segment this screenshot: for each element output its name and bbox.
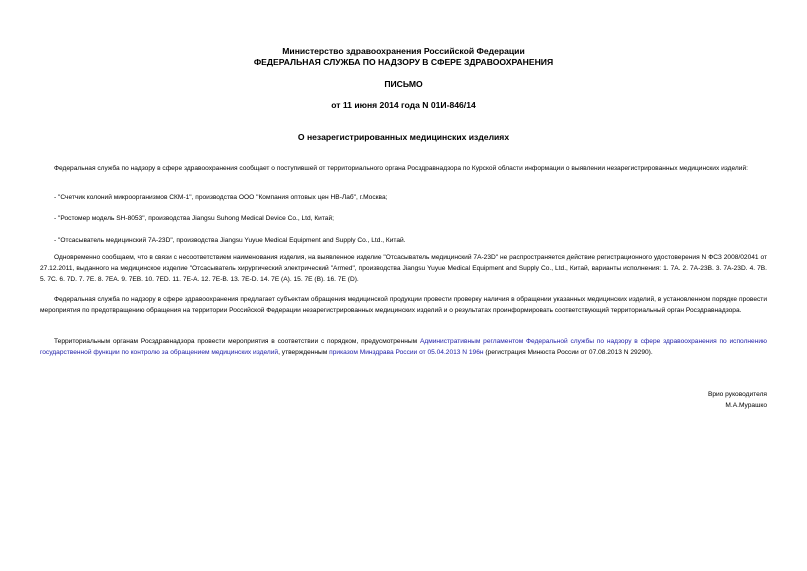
document-subject: О незарегистрированных медицинских изделиях (297, 132, 510, 142)
order-link[interactable]: приказом Минздрава России от 05.04.2013 N 196н (329, 349, 484, 356)
paragraph-registration: Одновременно сообщаем, что в связи с несоответствием наименования изделия, на выявленное изделие "Отсасыватель медицинский 7А-23D" не распространяется действие регистрационного удостоверения N ФСЗ 2008/02041 от 27.12.2011, выданного на медицинское изделие "Отсасыватель хирургический электрический "Armed", производства Jiangsu Yuyue Medical Equipment and Supply Co., Ltd., Китай, варианты исполнения: 1. 7А. 2. 7А-23В. 3. 7А-23D. 4. 7В. 5. 7С. 6. 7D. 7. 7Е. 8. 7ЕА. 9. 7ЕВ. 10. 7ЕD. 11. 7Е-А. 12. 7Е-В. 13. 7Е-D. 14. 7Е (А). 15. 7Е (В). 16. 7Е (D). (40, 254, 767, 283)
list-item: - "Счетчик колоний микроорганизмов СКМ-1", производства ООО "Компания оптовых цен НВ-Лаб", г.Москва; (54, 194, 388, 201)
regulation-link[interactable]: Административным регламентом Федеральной службы по надзору в сфере здравоохранения по исполнению государственной функции по контролю за обращением медицинских изделий (40, 338, 767, 356)
document-type: ПИСЬМО (384, 79, 423, 89)
signature-position: Врио руководителя (707, 391, 767, 398)
list-item: - "Ростомер модель SH-8053", производства Jiangsu Suhong Medical Device Co., Ltd, Китай; (54, 215, 334, 222)
paragraph-text: (регистрация Минюста России от 07.08.2013 N 29290). (483, 349, 653, 356)
paragraph-inspection: Федеральная служба по надзору в сфере здравоохранения предлагает субъектам обращения медицинской продукции провести проверку наличия в обращении указанных медицинских изделий, в установленном порядке провести мероприятия по предотвращению обращения на территории Российской Федерации незарегистрированных медицинских изделий и о результатах проинформировать соответствующий территориальный орган Росздравнадзора. (40, 296, 767, 314)
list-item: - "Отсасыватель медицинский 7А-23D", производства Jiangsu Yuyue Medical Equipment and Supply Co., Ltd., Китай. (54, 237, 406, 244)
paragraph-instructions (40, 336, 767, 358)
paragraph-text: , утвержденным (278, 349, 330, 356)
paragraph-intro: Федеральная служба по надзору в сфере здравоохранения сообщает о поступившей от территориального органа Росздравнадзора по Курской области информации о выявлении незарегистрированных медицинских изделий: (54, 165, 748, 172)
signature-name: М.А.Мурашко (725, 402, 767, 409)
ministry-title: Министерство здравоохранения Российской Федерации (282, 46, 525, 56)
document-date-number: от 11 июня 2014 года N 01И-846/14 (331, 100, 476, 110)
paragraph-text: Территориальным органам Росздравнадзора провести мероприятия в соответствии с порядком, предусмотренным (54, 338, 420, 345)
service-title: ФЕДЕРАЛЬНАЯ СЛУЖБА ПО НАДЗОРУ В СФЕРЕ ЗДРАВООХРАНЕНИЯ (253, 57, 554, 67)
